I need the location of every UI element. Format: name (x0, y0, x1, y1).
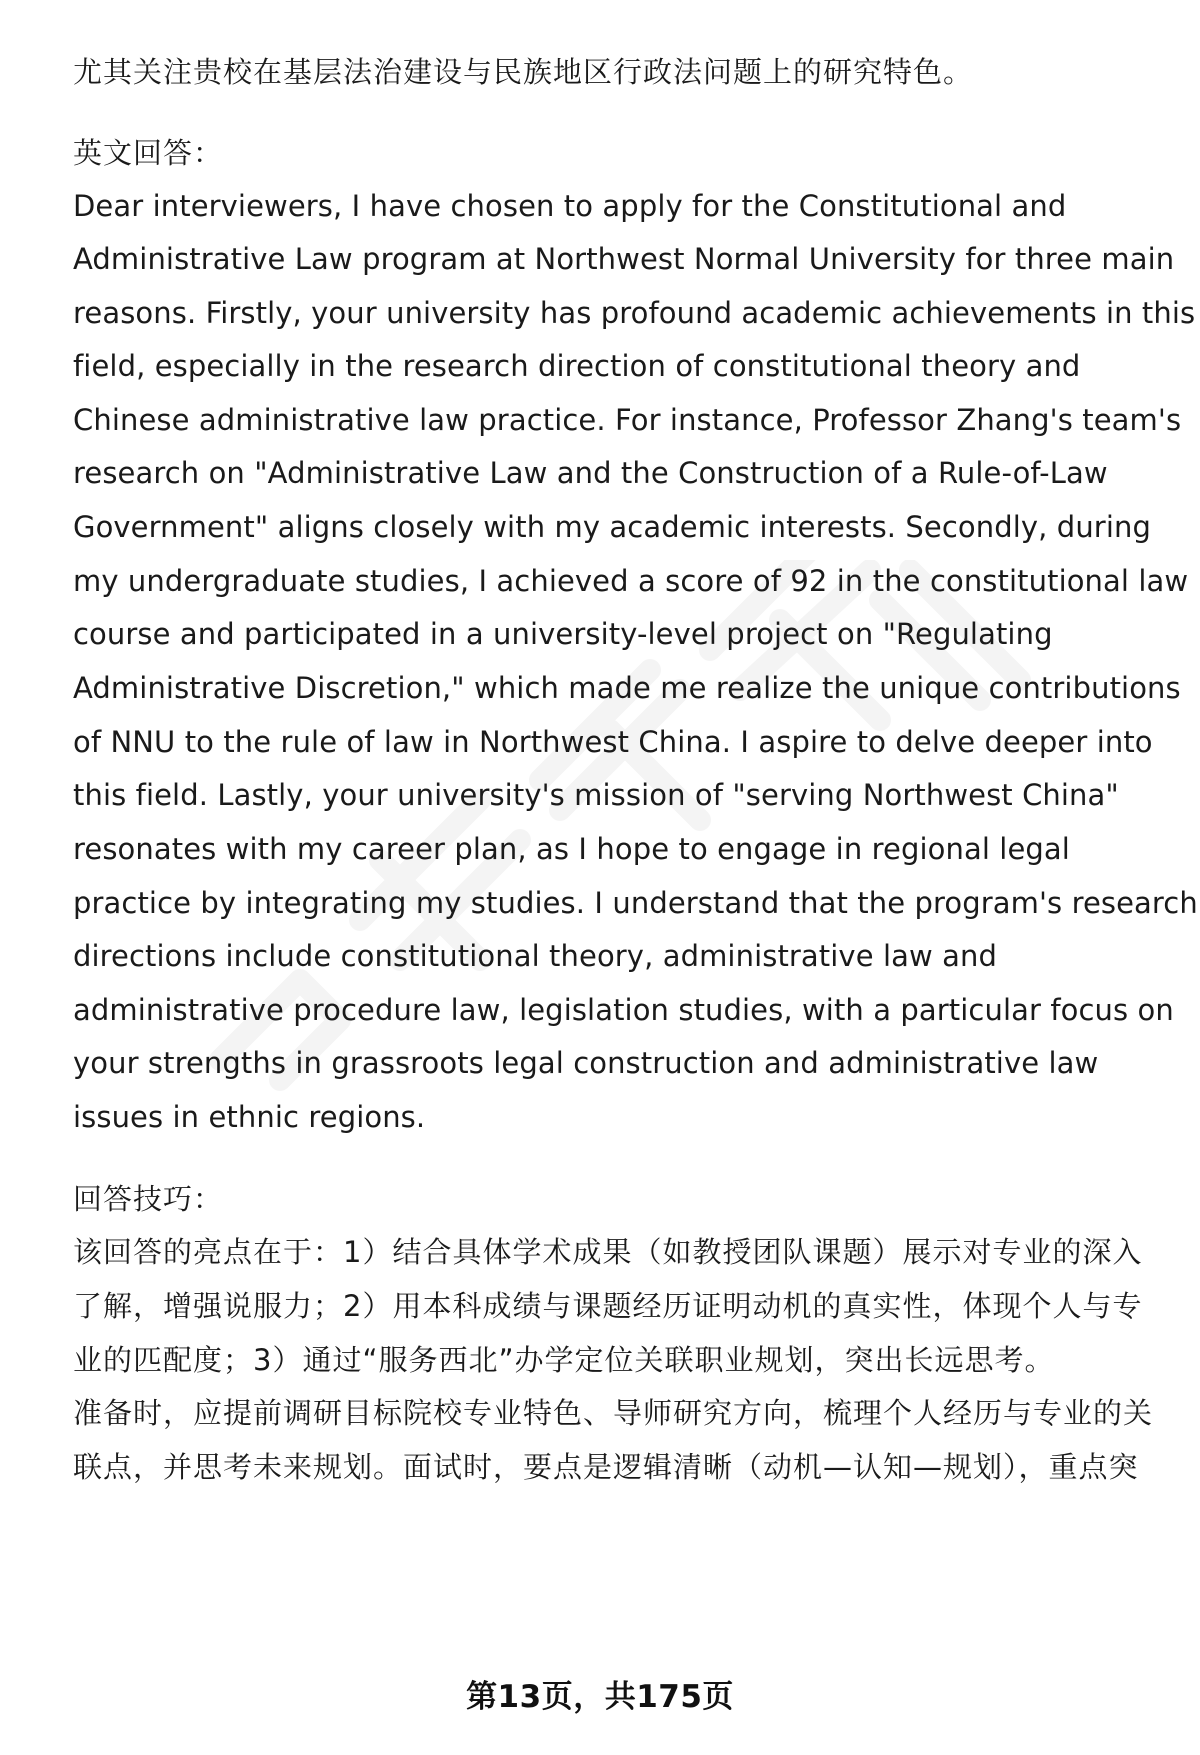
english-line: of NNU to the rule of law in Northwest China. I aspire to delve deeper into (73, 725, 1153, 759)
english-line: resonates with my career plan, as I hope to engage in regional legal (73, 832, 1070, 866)
tips-line: 该回答的亮点在于：1）结合具体学术成果（如教授团队课题）展示对专业的深入 (73, 1235, 1143, 1269)
english-line: Government" aligns closely with my academic interests. Secondly, during (73, 510, 1151, 544)
answer-tips-label: 回答技巧： (73, 1182, 224, 1216)
tips-line: 了解，增强说服力；2）用本科成绩与课题经历证明动机的真实性，体现个人与专 (73, 1289, 1143, 1323)
page-footer: 第13页，共175页 (466, 1679, 734, 1715)
english-line: Administrative Discretion," which made me realize the unique contributions (73, 671, 1181, 705)
english-line: my undergraduate studies, I achieved a score of 92 in the constitutional law (73, 564, 1189, 598)
english-line: practice by integrating my studies. I understand that the program's research (73, 886, 1198, 920)
english-line: Chinese administrative law practice. For instance, Professor Zhang's team's (73, 403, 1182, 437)
english-line: field, especially in the research direction of constitutional theory and (73, 349, 1081, 383)
tips-line: 业的匹配度；3）通过“服务西北”办学定位关联职业规划，突出长远思考。 (73, 1343, 1055, 1377)
english-line: research on "Administrative Law and the Construction of a Rule-of-Law (73, 456, 1108, 490)
english-line: this field. Lastly, your university's mission of "serving Northwest China" (73, 778, 1119, 812)
english-line: directions include constitutional theory, administrative law and (73, 939, 997, 973)
english-line: Dear interviewers, I have chosen to apply for the Constitutional and (73, 189, 1067, 223)
intro-line: 尤其关注贵校在基层法治建设与民族地区行政法问题上的研究特色。 (73, 55, 974, 89)
english-line: reasons. Firstly, your university has profound academic achievements in this (73, 296, 1196, 330)
english-line: issues in ethnic regions. (73, 1100, 426, 1134)
tips-line: 联点，并思考未来规划。面试时，要点是逻辑清晰（动机—认知—规划），重点突 (73, 1450, 1139, 1484)
english-line: your strengths in grassroots legal construction and administrative law (73, 1046, 1099, 1080)
english-line: course and participated in a university-level project on "Regulating (73, 617, 1053, 651)
english-answer-label: 英文回答： (73, 136, 224, 170)
tips-line: 准备时，应提前调研目标院校专业特色、导师研究方向，梳理个人经历与专业的关 (73, 1396, 1154, 1430)
english-line: Administrative Law program at Northwest Normal University for three main (73, 242, 1175, 276)
english-line: administrative procedure law, legislation studies, with a particular focus on (73, 993, 1174, 1027)
